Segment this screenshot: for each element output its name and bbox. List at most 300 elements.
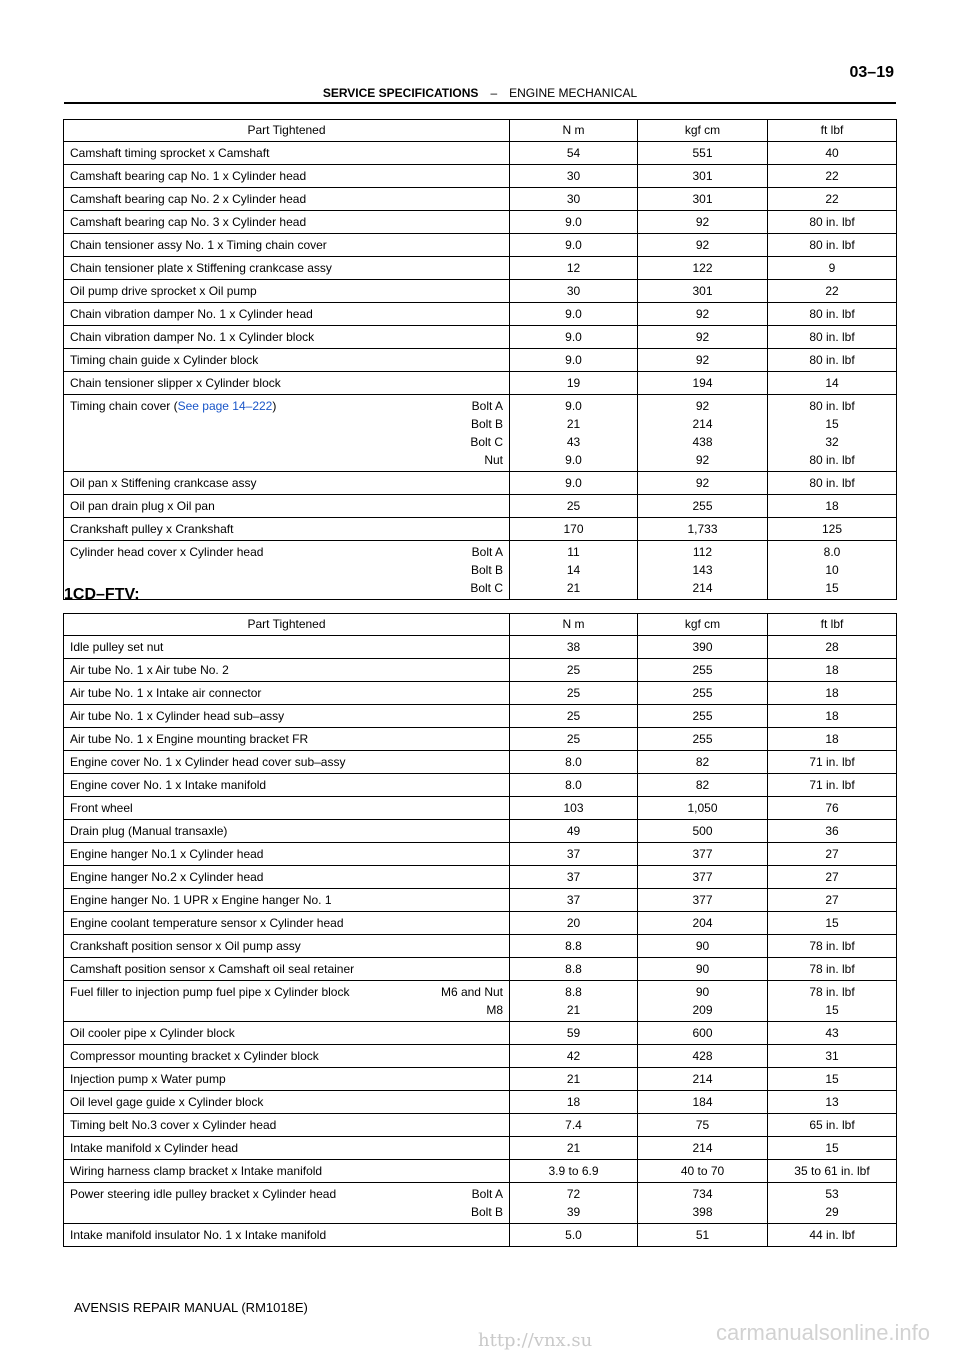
part-wrap [70,1070,503,1088]
ftlbf-cell [768,541,897,600]
part-cell [64,751,510,774]
value: 428 [692,1049,713,1063]
sub-label: Bolt A [471,545,503,559]
part-name [70,730,308,748]
nm-cell [510,774,638,797]
value: 37 [566,870,581,884]
table-row [64,518,897,541]
nm-cell [510,395,638,472]
ftlbf-cell [768,912,897,935]
footer-manual-title: AVENSIS REPAIR MANUAL (RM1018E) [74,1300,308,1315]
value: 9.0 [565,238,582,252]
sub-label: Bolt A [471,399,503,413]
kgf-cell [638,518,768,541]
kgf-cell [638,495,768,518]
value: 80 in. lbf [809,476,855,490]
value: 43 [566,435,581,449]
ftlbf-cell [768,303,897,326]
value: 44 in. lbf [809,1228,855,1242]
value: 78 in. lbf [809,962,855,976]
value: 18 [566,1095,581,1109]
value: 9.0 [565,476,582,490]
value: 38 [566,640,581,654]
part-text: Oil pan drain plug x Oil pan [70,499,215,513]
nm-cell [510,981,638,1022]
nm-cell [510,1045,638,1068]
value: 80 in. lbf [809,215,855,229]
kgf-cell [638,636,768,659]
part-wrap [70,282,503,300]
kgf-cell [638,349,768,372]
part-cell [64,142,510,165]
value: 51 [695,1228,710,1242]
value: 255 [692,686,713,700]
value: 25 [566,499,581,513]
value: 1,733 [687,522,718,536]
part-wrap [70,497,503,515]
part-cell [64,1114,510,1137]
part-wrap [70,1162,503,1180]
part-cell [64,843,510,866]
value: 255 [692,663,713,677]
part-name [70,1139,238,1157]
kgf-cell [638,751,768,774]
nm-cell [510,142,638,165]
part-wrap [70,730,503,748]
value: 19 [566,376,581,390]
part-name [70,776,266,794]
part-wrap [70,144,503,162]
nm-cell [510,303,638,326]
part-cell [64,866,510,889]
part-text: Chain vibration damper No. 1 x Cylinder head [70,307,313,321]
part-text: Intake manifold x Cylinder head [70,1141,239,1155]
value: 40 [825,146,839,160]
value: 15 [825,1003,839,1017]
kgf-cell [638,958,768,981]
part-cell [64,797,510,820]
part-name [70,1093,263,1111]
value: 42 [566,1049,581,1063]
part-cell [64,1224,510,1247]
value: 27 [825,870,839,884]
kgf-cell [638,843,768,866]
part-wrap [70,822,503,840]
part-cell [64,1022,510,1045]
part-wrap [70,351,503,369]
part-text: Timing chain guide x Cylinder block [70,353,259,367]
part-name [70,983,349,1019]
part-cell [64,774,510,797]
nm-cell [510,1137,638,1160]
part-text-end: ) [272,399,277,413]
ftlbf-cell [768,774,897,797]
part-name [70,891,332,909]
part-cell [64,257,510,280]
value: 9 [828,261,836,275]
torque-table-1 [63,119,897,600]
ftlbf-cell [768,1137,897,1160]
value: 65 in. lbf [809,1118,855,1132]
kgf-cell [638,797,768,820]
part-cell [64,188,510,211]
part-wrap [70,1093,503,1111]
kgf-cell [638,1068,768,1091]
watermark-site: carmanualsonline.info [716,1320,931,1345]
value: 21 [566,417,581,431]
value: 9.0 [565,453,582,467]
nm-cell [510,866,638,889]
value: 377 [692,893,713,907]
value: 301 [692,192,713,206]
part-name [70,259,332,277]
part-cell [64,234,510,257]
value: 80 in. lbf [809,307,855,321]
kgf-cell [638,1137,768,1160]
kgf-cell [638,372,768,395]
nm-cell [510,349,638,372]
kgf-cell [638,912,768,935]
ftlbf-cell [768,1183,897,1224]
part-text: Oil cooler pipe x Cylinder block [70,1026,235,1040]
table-row [64,372,897,395]
value: 551 [692,146,713,160]
ftlbf-cell [768,636,897,659]
page-reference-link[interactable]: See page 14–222 [177,399,273,413]
ftlbf-cell [768,165,897,188]
table-row [64,866,897,889]
part-text: Compressor mounting bracket x Cylinder block [70,1049,319,1063]
part-wrap [70,1024,503,1042]
value: 103 [563,801,584,815]
part-text: Power steering idle pulley bracket x Cylinder head [70,1187,337,1201]
value: 92 [695,453,710,467]
value: 1,050 [687,801,718,815]
ftlbf-cell [768,257,897,280]
ftlbf-cell [768,958,897,981]
part-name [70,638,163,656]
part-wrap [70,236,503,254]
value: 27 [825,847,839,861]
part-name [70,474,257,492]
part-sub-labels [441,983,503,1019]
part-cell [64,958,510,981]
part-wrap [70,707,503,725]
table-row [64,728,897,751]
table-row [64,682,897,705]
value: 377 [692,870,713,884]
nm-cell [510,1160,638,1183]
part-text: Crankshaft pulley x Crankshaft [70,522,234,536]
nm-cell [510,797,638,820]
nm-cell [510,843,638,866]
value: 78 in. lbf [809,985,855,999]
value: 59 [566,1026,581,1040]
table-row [64,1091,897,1114]
part-cell [64,372,510,395]
part-wrap [70,845,503,863]
value: 7.4 [565,1118,582,1132]
part-wrap [70,190,503,208]
value: 27 [825,893,839,907]
value: 80 in. lbf [809,353,855,367]
page-header [64,84,896,104]
part-cell [64,636,510,659]
value: 92 [695,476,710,490]
part-sub-labels [470,543,503,597]
part-text: Idle pulley set nut [70,640,164,654]
part-name [70,845,263,863]
value: 9.0 [565,399,582,413]
table-row [64,1183,897,1224]
part-text: Air tube No. 1 x Cylinder head sub–assy [70,709,285,723]
table-row [64,472,897,495]
ftlbf-cell [768,372,897,395]
section-title-1cd-ftv: 1CD–FTV: [64,586,140,603]
value: 398 [692,1205,713,1219]
ftlbf-cell [768,1045,897,1068]
part-cell [64,326,510,349]
table-row [64,165,897,188]
ftlbf-cell [768,751,897,774]
value: 92 [695,330,710,344]
nm-cell [510,889,638,912]
part-cell [64,165,510,188]
value: 8.8 [565,962,582,976]
nm-cell [510,751,638,774]
part-cell [64,395,510,472]
table-row [64,1045,897,1068]
nm-cell [510,1091,638,1114]
ftlbf-cell [768,234,897,257]
value: 255 [692,732,713,746]
kgf-cell [638,889,768,912]
part-wrap [70,1185,503,1221]
header-dash: – [490,86,498,100]
value: 13 [825,1095,839,1109]
value: 214 [692,417,713,431]
part-text: Engine hanger No.1 x Cylinder head [70,847,264,861]
ftlbf-cell [768,188,897,211]
part-cell [64,1045,510,1068]
value: 76 [825,801,839,815]
ftlbf-cell [768,1022,897,1045]
nm-cell [510,280,638,303]
part-text: Front wheel [70,801,133,815]
value: 21 [566,1141,581,1155]
part-name [70,351,258,369]
value: 3.9 to 6.9 [548,1164,599,1178]
value: 80 in. lbf [809,453,855,467]
sub-label: Bolt C [470,581,503,595]
value: 18 [825,686,839,700]
part-wrap [70,684,503,702]
table-row [64,1068,897,1091]
table-row [64,843,897,866]
value: 170 [563,522,584,536]
ftlbf-cell [768,1114,897,1137]
value: 90 [695,939,710,953]
value: 36 [825,824,839,838]
part-wrap [70,374,503,392]
ftlbf-cell [768,472,897,495]
value: 92 [695,238,710,252]
nm-cell [510,188,638,211]
table-row [64,889,897,912]
part-text: Chain tensioner assy No. 1 x Timing chain cover [70,238,327,252]
ftlbf-cell [768,705,897,728]
table-row [64,751,897,774]
value: 21 [566,581,581,595]
part-wrap [70,799,503,817]
value: 377 [692,847,713,861]
part-text: Drain plug (Manual transaxle) [70,824,228,838]
value: 8.8 [565,939,582,953]
part-cell [64,211,510,234]
value: 15 [825,1141,839,1155]
part-name [70,144,269,162]
kgf-cell [638,659,768,682]
part-name [70,1162,322,1180]
value: 20 [566,916,581,930]
part-name [70,213,306,231]
value: 600 [692,1026,713,1040]
value: 5.0 [565,1228,582,1242]
kgf-cell [638,981,768,1022]
value: 30 [566,192,581,206]
part-cell [64,472,510,495]
kgf-cell [638,472,768,495]
value: 32 [825,435,839,449]
part-name [70,282,257,300]
table-row [64,820,897,843]
value: 37 [566,893,581,907]
col-header-kgf: kgf cm [638,614,768,636]
part-text: Engine cover No. 1 x Cylinder head cover sub–assy [70,755,346,769]
kgf-cell [638,326,768,349]
watermark-url: http://vnx.su [478,1330,593,1351]
part-name [70,236,327,254]
ftlbf-cell [768,728,897,751]
kgf-cell [638,820,768,843]
part-text: Camshaft bearing cap No. 2 x Cylinder head [70,192,307,206]
table-row [64,257,897,280]
value: 8.8 [565,985,582,999]
ftlbf-cell [768,1224,897,1247]
ftlbf-cell [768,495,897,518]
ftlbf-cell [768,211,897,234]
sub-label: Bolt B [470,417,503,431]
value: 54 [566,146,581,160]
part-name [70,305,313,323]
part-name [70,661,229,679]
part-cell [64,935,510,958]
value: 214 [692,1141,713,1155]
ftlbf-cell [768,866,897,889]
part-cell [64,495,510,518]
part-name [70,684,261,702]
part-text: Engine hanger No.2 x Cylinder head [70,870,264,884]
kgf-cell [638,866,768,889]
table-row [64,1022,897,1045]
part-wrap [70,960,503,978]
value: 78 in. lbf [809,939,855,953]
part-text: Wiring harness clamp bracket x Intake manifold [70,1164,323,1178]
value: 40 to 70 [680,1164,725,1178]
part-cell [64,820,510,843]
part-cell [64,912,510,935]
value: 255 [692,499,713,513]
part-wrap [70,397,503,469]
ftlbf-cell [768,935,897,958]
part-wrap [70,891,503,909]
nm-cell [510,682,638,705]
nm-cell [510,1224,638,1247]
kgf-cell [638,705,768,728]
part-text: Oil pump drive sprocket x Oil pump [70,284,257,298]
part-name [70,799,133,817]
part-name [70,328,314,346]
table-row [64,1137,897,1160]
table-row [64,211,897,234]
part-name [70,520,233,538]
value: 49 [566,824,581,838]
part-wrap [70,937,503,955]
value: 92 [695,215,710,229]
kgf-cell [638,541,768,600]
value: 12 [566,261,581,275]
nm-cell [510,326,638,349]
ftlbf-cell [768,280,897,303]
nm-cell [510,820,638,843]
part-cell [64,1183,510,1224]
ftlbf-cell [768,682,897,705]
page-number: 03–19 [849,64,894,81]
kgf-cell [638,257,768,280]
value: 18 [825,709,839,723]
value: 39 [566,1205,581,1219]
value: 9.0 [565,330,582,344]
nm-cell [510,659,638,682]
table-row [64,774,897,797]
value: 22 [825,284,839,298]
value: 53 [825,1187,839,1201]
col-header-kgf: kgf cm [638,120,768,142]
kgf-cell [638,1224,768,1247]
nm-cell [510,518,638,541]
ftlbf-cell [768,395,897,472]
value: 301 [692,284,713,298]
col-header-ft: ft lbf [768,120,897,142]
part-name [70,707,284,725]
part-cell [64,682,510,705]
part-name [70,497,215,515]
value: 25 [566,663,581,677]
part-name [70,822,227,840]
part-wrap [70,328,503,346]
col-header-ft: ft lbf [768,614,897,636]
part-name [70,937,301,955]
value: 92 [695,399,710,413]
value: 82 [695,755,710,769]
value: 125 [821,522,843,536]
part-wrap [70,259,503,277]
table-row [64,797,897,820]
kgf-cell [638,728,768,751]
kgf-cell [638,1045,768,1068]
value: 143 [692,563,713,577]
value: 92 [695,307,710,321]
